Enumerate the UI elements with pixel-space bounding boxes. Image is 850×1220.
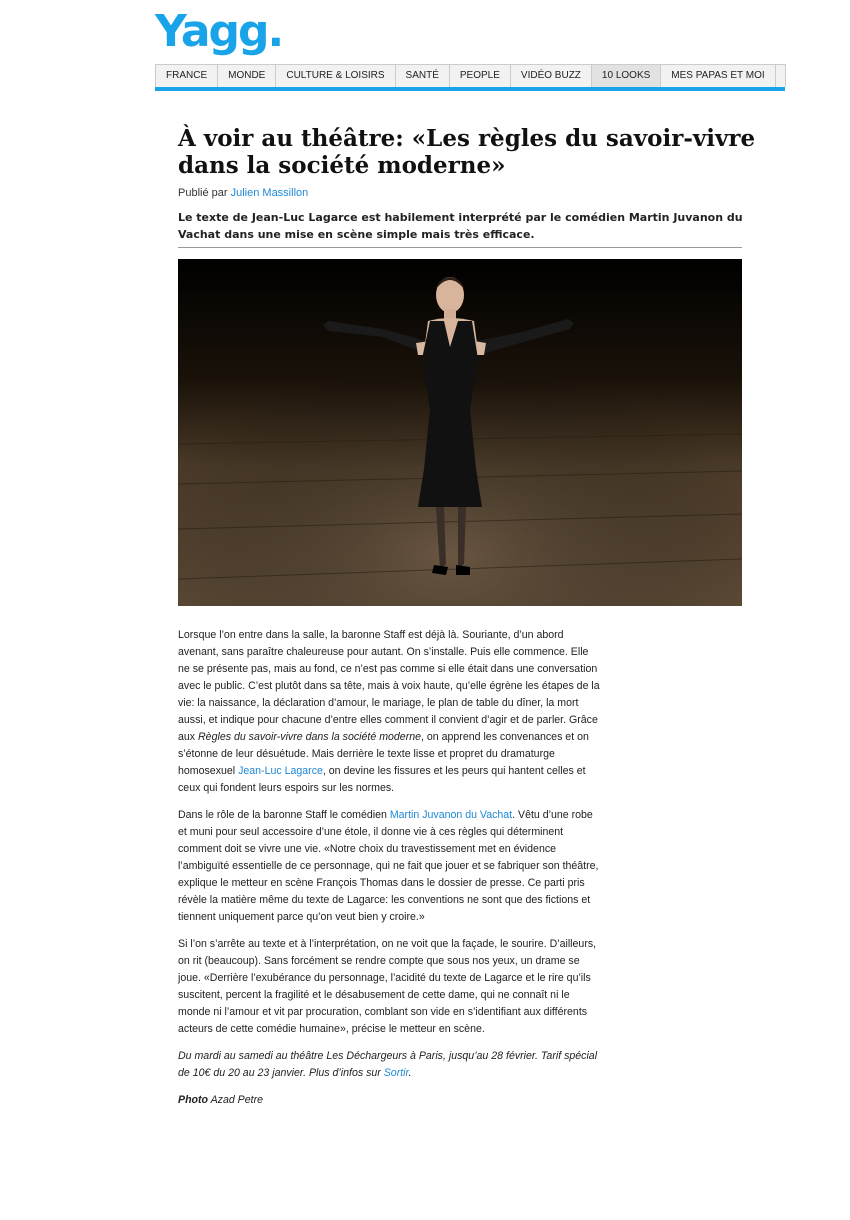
text-run: Lorsque l’on entre dans la salle, la baronne Staff est déjà là. Souriante, d’un abord avenant, sans paraître chaleureuse pour autant. On s’installe. Puis elle commence. Elle ne se présente pas, mais au fond, ce n’est pas comme si elle était dans une conversation avec le public. C’est plutôt dans sa tête, mais à voix haute, qu’elle égrène les étapes de la vie: la naissance, la déclaration d’amour, le mariage, le plan de table du dîner, la mort aussi, et indique pour chacune d’entre elles comment il convient d’agir et de parler. Grâce aux bbox=[178, 629, 600, 743]
credit-name: Azad Petre bbox=[210, 1094, 263, 1106]
photo-credit bbox=[178, 1092, 603, 1109]
nav-people[interactable]: PEOPLE bbox=[450, 65, 511, 87]
lagarce-link[interactable]: Jean-Luc Lagarce bbox=[238, 765, 323, 777]
nav-mes-papas-et-moi[interactable]: MES PAPAS ET MOI bbox=[661, 65, 775, 87]
text-run: , on apprend les convenances et on s’étonne de leur désuétude. Mais derrière le texte lisse et propret du dramaturge homosexuel bbox=[178, 731, 589, 777]
credit-label: Photo bbox=[178, 1094, 209, 1106]
text-run: . Vêtu d’une robe et muni pour seul accessoire d’une étole, il donne vie à ces règles qui déterminent comment doit se vivre une vie. «Notre choix du travestissement met en évidence l’ambiguïté essentielle de ce personnage, qui ne fait que jouer et se fabriquer son théâtre, explique le metteur en scène François Thomas dans le dossier de presse. Ce parti pris révèle la matière même du texte de Lagarce: les conventions ne sont que des fictions et tiennent uniquement parce qu’on veut bien y croire.» bbox=[178, 809, 599, 923]
text-run: Dans le rôle de la baronne Staff le comédien bbox=[178, 809, 390, 821]
paragraph bbox=[178, 807, 603, 926]
text-run: , on devine les fissures et les peurs qui hantent celles et ceux qui fondent leurs espoirs sur les normes. bbox=[178, 765, 586, 794]
nav-culture-loisirs[interactable]: CULTURE & LOISIRS bbox=[276, 65, 395, 87]
nav-video-buzz[interactable]: VIDÉO BUZZ bbox=[511, 65, 592, 87]
article-lead: Le texte de Jean-Luc Lagarce est habilement interprété par le comédien Martin Juvanon du Vachat dans une mise en scène simple mais très efficace. bbox=[178, 211, 743, 241]
author-link[interactable]: Julien Massillon bbox=[230, 187, 309, 199]
byline-prefix: Publié par bbox=[178, 187, 228, 199]
sortir-link[interactable]: Sortir bbox=[383, 1067, 409, 1079]
nav-monde[interactable]: MONDE bbox=[218, 65, 276, 87]
paragraph: Si l’on s’arrête au texte et à l’interprétation, on ne voit que la façade, le sourire. D’ailleurs, on rit (beaucoup). Sans forcément se rendre compte que sous nos yeux, un drame se joue. «Derrière l’exubérance du personnage, l’acidité du texte de Lagarce et le rire qu’ils suscitent, percent la fragilité et le désabusement de cette dame, qui ne connaît ni le monde ni l’amour et vit par procuration, comblant son vide en s’identifiant aux différents acteurs de cette comédie humaine», précise le metteur en scène. bbox=[178, 938, 597, 1035]
article-photo bbox=[178, 259, 742, 606]
article-body bbox=[178, 627, 603, 1119]
actor-link[interactable]: Martin Juvanon du Vachat bbox=[389, 809, 513, 821]
yagg-logo[interactable]: Yagg. bbox=[155, 6, 283, 57]
divider bbox=[178, 247, 742, 248]
play-title: Règles du savoir-vivre dans la société moderne bbox=[198, 731, 422, 743]
paragraph bbox=[178, 627, 603, 797]
text-run: Du mardi au samedi au théâtre Les Déchargeurs à Paris, jusqu’au 28 février. Tarif spécial de 10€ du 20 au 23 janvier. Plus d’infos sur bbox=[178, 1050, 598, 1079]
nav-10-looks[interactable]: 10 LOOKS bbox=[592, 65, 661, 87]
nav-france[interactable]: FRANCE bbox=[156, 65, 218, 87]
show-info bbox=[178, 1048, 603, 1082]
nav-sante[interactable]: SANTÉ bbox=[396, 65, 450, 87]
nav-accent-bar bbox=[155, 87, 785, 91]
text-run: . bbox=[408, 1067, 412, 1079]
main-nav bbox=[155, 64, 786, 87]
byline bbox=[178, 187, 308, 199]
article-title: À voir au théâtre: «Les règles du savoir-vivre dans la société moderne» bbox=[178, 125, 756, 179]
